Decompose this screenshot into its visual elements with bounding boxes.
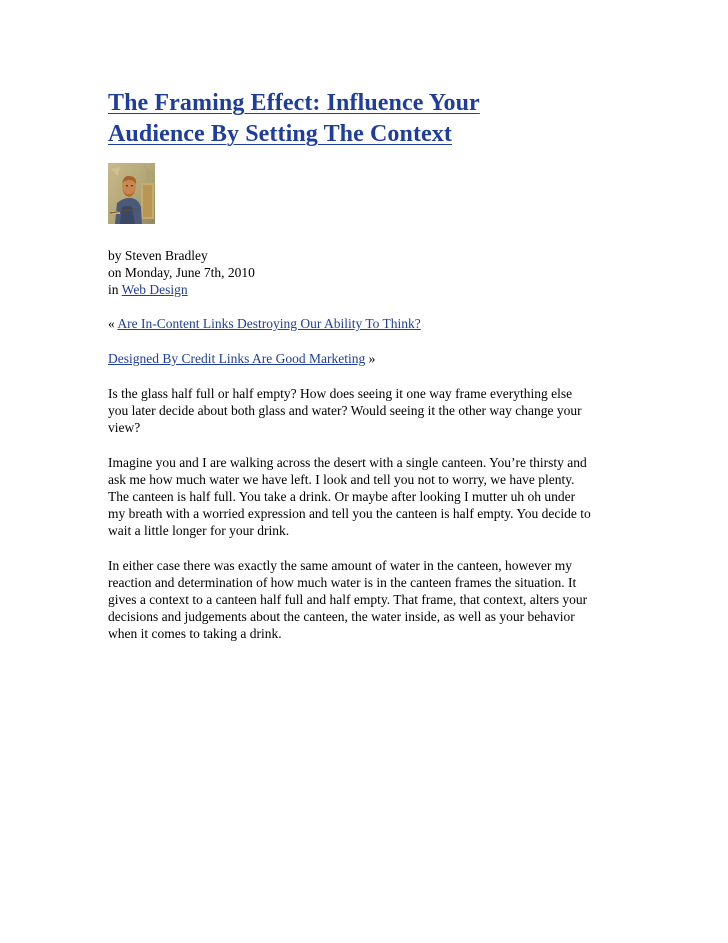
paragraph-line: The canteen is half full. You take a drink. Or maybe after looking I mutter uh oh under [108, 489, 576, 504]
article [108, 88, 628, 642]
next-post-nav [108, 350, 628, 367]
paragraph-line: when it comes to taking a drink. [108, 626, 282, 641]
next-post-link[interactable]: Designed By Credit Links Are Good Marketing [108, 351, 366, 366]
article-meta [108, 247, 628, 298]
next-marker: » [368, 351, 376, 366]
title-line-2: Audience By Setting The Context [108, 121, 452, 147]
article-title-link[interactable] [108, 90, 480, 147]
category-line [108, 281, 628, 298]
publish-date: on Monday, June 7th, 2010 [108, 265, 255, 280]
paragraph-line: my breath with a worried expression and tell you the canteen is half empty. You decide to [108, 506, 591, 521]
paragraph-line: reaction and determination of how much water is in the canteen frames the situation. It [108, 575, 577, 590]
paragraph-line: wait a little longer for your drink. [108, 523, 290, 538]
paragraph-1 [108, 385, 630, 436]
prev-marker: « [108, 316, 115, 331]
title-line-1: The Framing Effect: Influence Your [108, 90, 480, 116]
author-portrait-image [108, 163, 155, 224]
paragraph-2 [108, 454, 630, 539]
paragraph-line: ask me how much water we have left. I look and tell you not to worry, we have plenty. [108, 472, 575, 487]
category-link[interactable]: Web Design [121, 282, 188, 297]
paragraph-line: Imagine you and I are walking across the desert with a single canteen. You’re thirsty and [108, 455, 587, 470]
paragraph-line: decisions and judgements about the canteen, the water inside, as well as your behavior [108, 609, 575, 624]
category-prefix: in [108, 282, 119, 297]
paragraph-3 [108, 557, 630, 642]
article-title [108, 88, 628, 150]
paragraph-line: Is the glass half full or half empty? How does seeing it one way frame everything else [108, 386, 573, 401]
previous-post-link[interactable]: Are In-Content Links Destroying Our Ability To Think? [117, 316, 421, 331]
paragraph-line: In either case there was exactly the same amount of water in the canteen, however my [108, 558, 573, 573]
paragraph-line: gives a context to a canteen half full and half empty. That frame, that context, alters your [108, 592, 588, 607]
paragraph-line: you later decide about both glass and water? Would seeing it the other way change your [108, 403, 582, 418]
author-byline: by Steven Bradley [108, 248, 208, 263]
previous-post-nav [108, 315, 628, 332]
paragraph-line: view? [108, 420, 141, 435]
